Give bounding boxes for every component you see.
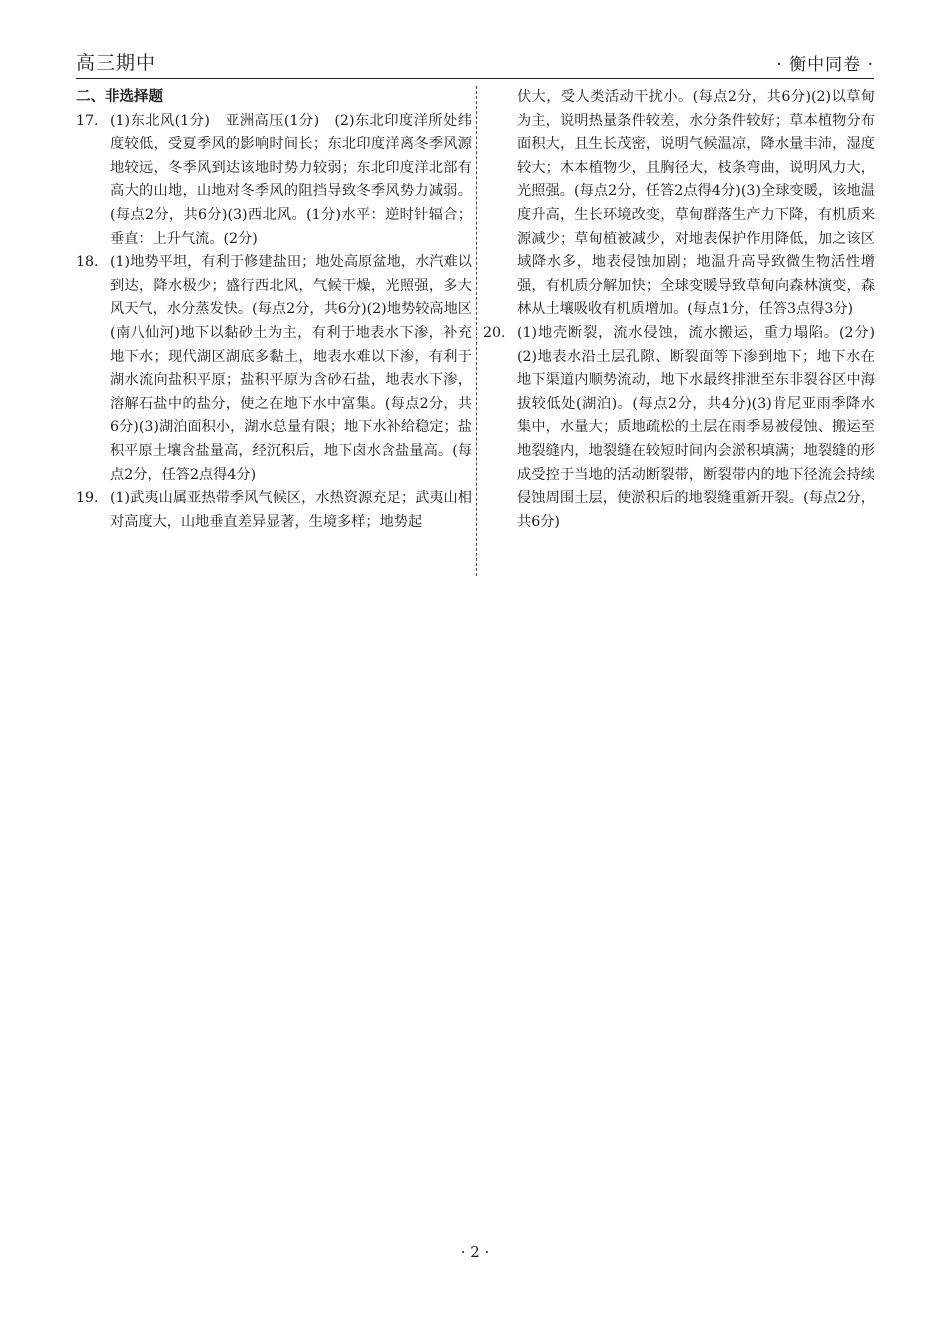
right-column	[483, 86, 875, 534]
question-18	[76, 251, 472, 487]
header-title: 高三期中	[76, 52, 157, 74]
header-brand: · 衡中同卷 ·	[776, 55, 874, 75]
question-answer: (1)地壳断裂，流水侵蚀，流水搬运，重力塌陷。(2分)(2)地表水沿土层孔隙、断裂面等下渗到地下；地下水在地下渠道内顺势流动，地下水最终排泄至东非裂谷区中海拔较低处(湖泊)。(每点2分，共4分)(3)肯尼亚雨季降水集中，水量大；质地疏松的土层在雨季易被侵蚀、搬运至地裂缝内，地裂缝在较短时间内会淤积填满；地裂缝的形成受控于当地的活动断裂带，断裂带内的地下径流会持续侵蚀周围土层，使淤积后的地裂缝重新开裂。(每点2分，共6分)	[517, 324, 875, 530]
question-answer: (1)地势平坦，有利于修建盐田；地处高原盆地，水汽难以到达，降水极少；盛行西北风，气候干燥，光照强，多大风天气，水分蒸发快。(每点2分，共6分)(2)地势较高地区(南八仙河)地下以黏砂土为主，有利于地表水下渗，补充地下水；现代湖区湖底多黏土，地表水难以下渗，有利于湖水流向盐积平原；盐积平原为含砂石盐，地表水下渗，溶解石盐中的盐分，使之在地下水中富集。(每点2分，共6分)(3)湖泊面积小，湖水总量有限；地下水补给稳定；盐积平原土壤含盐量高，经沉积后，地下卤水含盐量高。(每点2分，任答2点得4分)	[110, 254, 472, 483]
question-number: 19.	[76, 490, 99, 507]
section-title: 二、非选择题	[76, 89, 163, 105]
question-number: 17.	[76, 112, 99, 129]
question-19	[76, 487, 472, 534]
question-19-continued: 伏大，受人类活动干扰小。(每点2分，共6分)(2)以草甸为主，说明热量条件较差，水分条件较好；草本植物分布面积大，且生长茂密，说明气候温凉，降水量丰沛，湿度较大；木本植物少，且胸径大，枝条弯曲，说明风力大，光照强。(每点2分，任答2点得4分)(3)全球变暖，该地温度升高，生长环境改变，草甸群落生产力下降，有机质来源减少；草甸植被减少，对地表保护作用降低，加之该区域降水多，地表侵蚀加剧；地温升高导致微生物活性增强，有机质分解加快；全球变暖导致草甸向森林演变，森林从土壤吸收有机质增加。(每点1分，任答3点得3分)	[517, 89, 875, 318]
question-17	[76, 110, 472, 252]
page-number: · 2 ·	[460, 1243, 490, 1261]
left-column	[76, 86, 472, 534]
question-number: 18.	[76, 254, 99, 271]
column-divider	[476, 86, 477, 576]
page-header	[76, 52, 874, 79]
question-20	[483, 322, 875, 534]
question-answer: (1)武夷山属亚热带季风气候区，水热资源充足；武夷山相对高度大，山地垂直差异显著，生境多样；地势起	[110, 490, 472, 530]
question-answer: (1)东北风(1分) 亚洲高压(1分) (2)东北印度洋所处纬度较低，受夏季风的影响时间长；东北印度洋离冬季风源地较远，冬季风到达该地时势力较弱；东北印度洋北部有高大的山地，山地对冬季风的阻挡导致冬季风势力减弱。(每点2分，共6分)(3)西北风。(1分)水平：逆时针辐合；垂直：上升气流。(2分)	[110, 112, 472, 247]
question-number: 20.	[483, 324, 506, 341]
